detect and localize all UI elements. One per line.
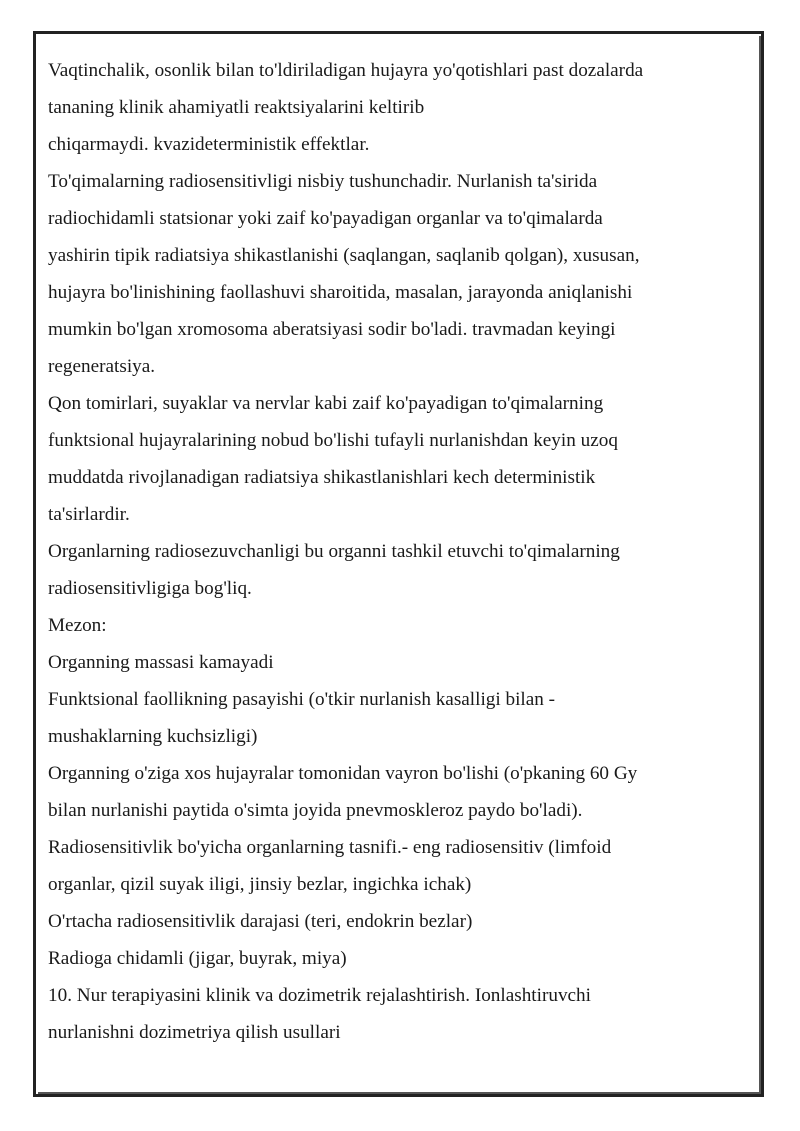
text-line: chiqarmaydi. kvazideterministik effektlar. (48, 134, 370, 155)
text-line: mushaklarning kuchsizligi) (48, 726, 258, 747)
text-line: ta'sirlardir. (48, 504, 130, 525)
text-line: Qon tomirlari, suyaklar va nervlar kabi zaif ko'payadigan to'qimalarning (48, 393, 604, 414)
text-line: muddatda rivojlanadigan radiatsiya shikastlanishlari kech deterministik (48, 467, 596, 488)
text-line: Mezon: (48, 615, 107, 636)
text-line: To'qimalarning radiosensitivligi nisbiy tushunchadir. Nurlanish ta'sirida (48, 171, 598, 192)
text-line: radiosensitivligiga bog'liq. (48, 578, 252, 599)
text-line: Organning massasi kamayadi (48, 652, 274, 673)
text-line: 10. Nur terapiyasini klinik va dozimetrik rejalashtirish. Ionlashtiruvchi (48, 985, 591, 1006)
text-line: Organning o'ziga xos hujayralar tomonidan vayron bo'lishi (o'pkaning 60 Gy (48, 763, 638, 784)
document-body (48, 52, 748, 1051)
text-line: funktsional hujayralarining nobud bo'lishi tufayli nurlanishdan keyin uzoq (48, 430, 618, 451)
text-line: radiochidamli statsionar yoki zaif ko'payadigan organlar va to'qimalarda (48, 208, 603, 229)
text-line: mumkin bo'lgan xromosoma aberatsiyasi sodir bo'ladi. travmadan keyingi (48, 319, 616, 340)
text-line: Radioga chidamli (jigar, buyrak, miya) (48, 948, 347, 969)
text-line: Vaqtinchalik, osonlik bilan to'ldiriladigan hujayra yo'qotishlari past dozalarda (48, 60, 644, 81)
text-line: organlar, qizil suyak iligi, jinsiy bezlar, ingichka ichak) (48, 874, 472, 895)
text-line: O'rtacha radiosensitivlik darajasi (teri, endokrin bezlar) (48, 911, 473, 932)
text-line: bilan nurlanishi paytida o'simta joyida pnevmoskleroz paydo bo'ladi). (48, 800, 583, 821)
text-line: Funktsional faollikning pasayishi (o'tkir nurlanish kasalligi bilan - (48, 689, 556, 710)
text-line: Radiosensitivlik bo'yicha organlarning tasnifi.- eng radiosensitiv (limfoid (48, 837, 612, 858)
text-line: nurlanishni dozimetriya qilish usullari (48, 1022, 341, 1043)
text-line: hujayra bo'linishining faollashuvi sharoitida, masalan, jarayonda aniqlanishi (48, 282, 633, 303)
text-line: yashirin tipik radiatsiya shikastlanishi (saqlangan, saqlanib qolgan), xususan, (48, 245, 640, 266)
text-line: regeneratsiya. (48, 356, 156, 377)
text-line: tananing klinik ahamiyatli reaktsiyalarini keltirib (48, 97, 425, 118)
text-line: Organlarning radiosezuvchanligi bu organni tashkil etuvchi to'qimalarning (48, 541, 620, 562)
